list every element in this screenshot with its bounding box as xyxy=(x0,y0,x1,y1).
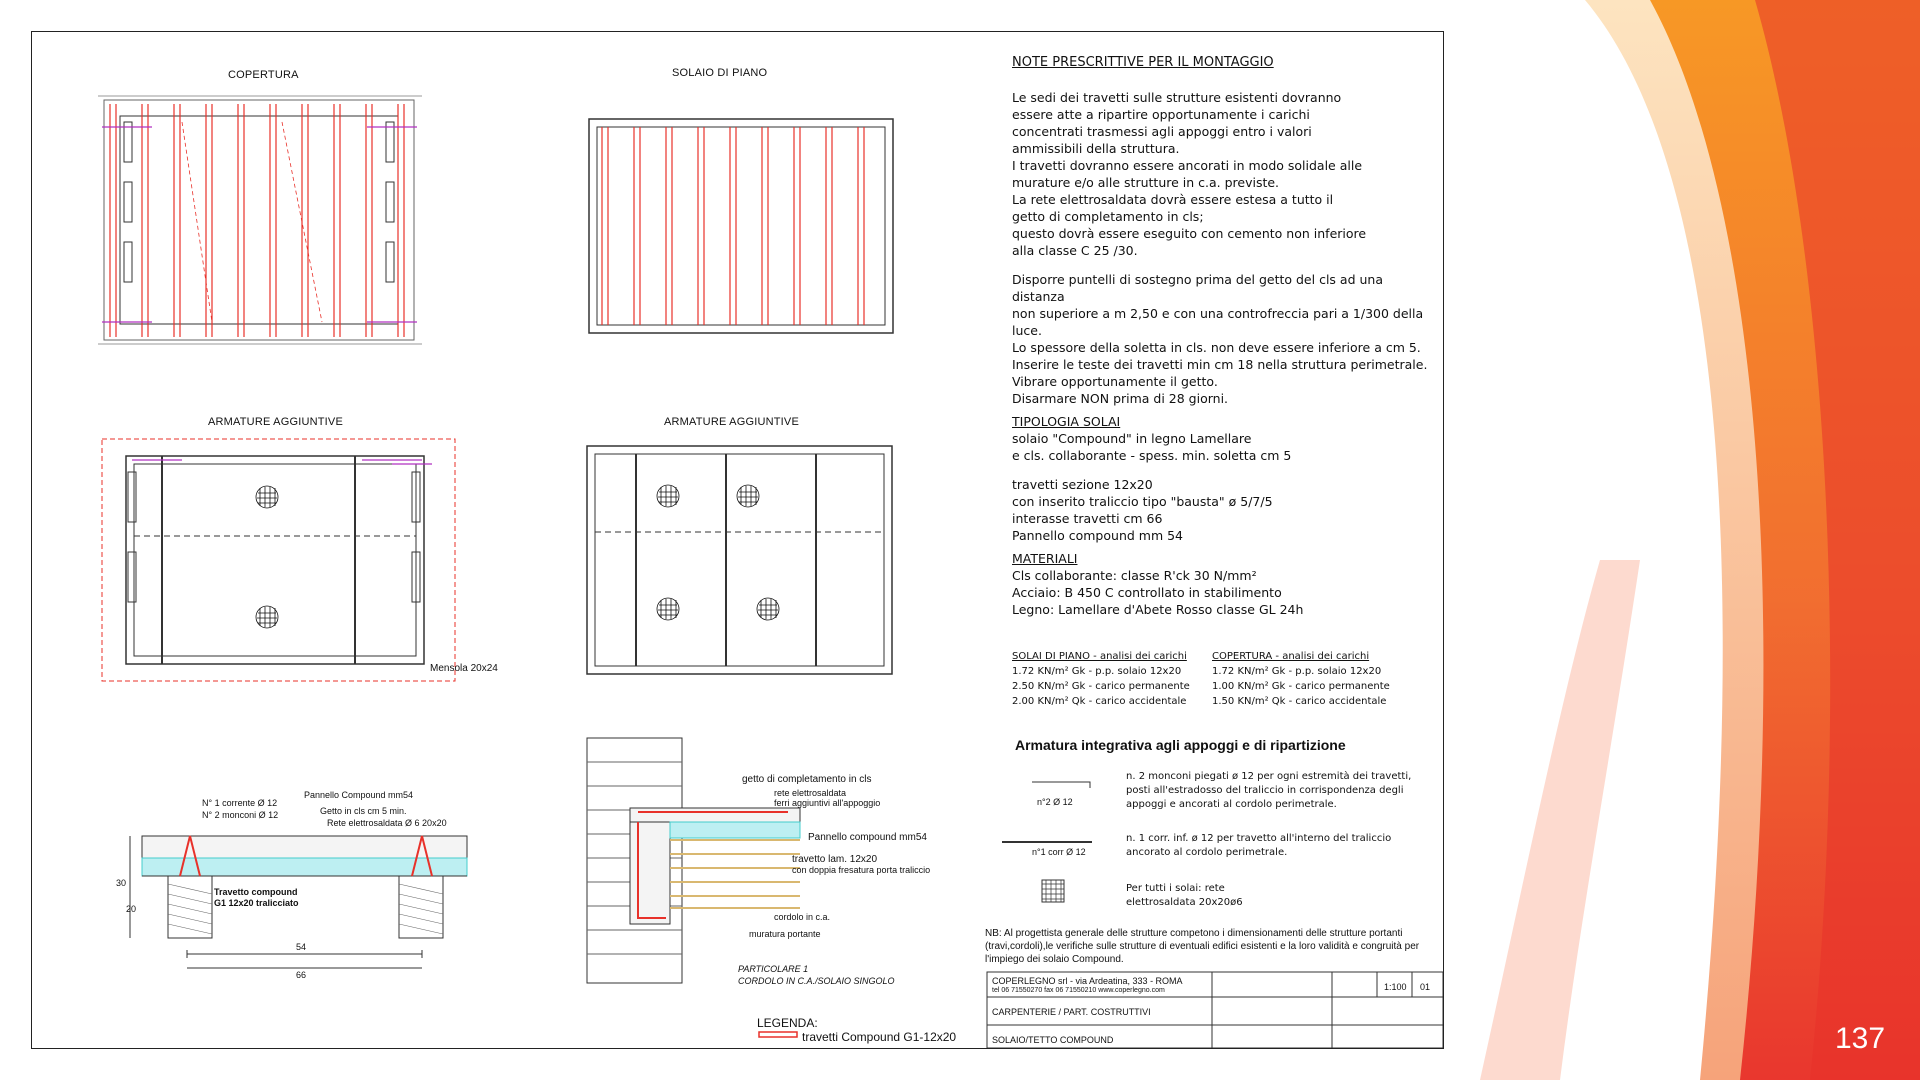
tb-company: COPERLEGNO srl - via Ardeatina, 333 - ROMA xyxy=(992,976,1183,986)
note-line: Acciaio: B 450 C controllato in stabilimento xyxy=(1012,585,1282,600)
load-row: 1.72 KN/m² Gk - p.p. solaio 12x20 xyxy=(1212,666,1382,677)
notes-block xyxy=(1012,54,1432,618)
note-line: non superiore a m 2,50 e con una controfreccia pari a 1/300 della xyxy=(1012,306,1424,321)
armature-left-plan xyxy=(102,439,455,681)
load-row: 2.50 KN/m² Gk - carico permanente xyxy=(1012,681,1190,692)
solaio-plan xyxy=(589,119,893,333)
note-line: Lo spessore della soletta in cls. non deve essere inferiore a cm 5. xyxy=(1012,340,1421,355)
detail-particolare: PARTICOLARE 1 xyxy=(738,964,809,974)
label-travetto2: G1 12x20 tralicciato xyxy=(214,898,299,908)
note-line: Disporre puntelli di sostegno prima del getto del cls ad una distanza xyxy=(1012,272,1383,304)
detail-ferri: ferri aggiuntivi all'appoggio xyxy=(774,798,881,808)
technical-drawing-sheet xyxy=(31,31,1444,1049)
slide-number: 137 xyxy=(1835,1022,1886,1055)
detail-pannello: Pannello compound mm54 xyxy=(808,832,927,843)
label-corrente: N° 1 corrente Ø 12 xyxy=(202,798,278,808)
detail-fresatura: con doppia fresatura porta traliccio xyxy=(792,865,931,875)
note-line: Cls collaborante: classe R'ck 30 N/mm² xyxy=(1012,568,1257,583)
note-line: con inserito traliccio tipo "bausta" ø 5/7/5 xyxy=(1012,494,1273,509)
legend-item: travetti Compound G1-12x20 xyxy=(802,1030,957,1044)
note-line: questo dovrà essere eseguito con cemento non inferiore xyxy=(1012,226,1367,241)
loads-copertura-title: COPERTURA - analisi dei carichi xyxy=(1212,651,1370,662)
integrativa-row3-text: Per tutti i solai: rete elettrosaldata 20x20ø6 xyxy=(1126,883,1243,908)
decor-pink-wave xyxy=(1480,560,1640,1080)
note-line: murature e/o alle strutture in c.a. previste. xyxy=(1012,175,1280,190)
note-line: travetti sezione 12x20 xyxy=(1012,477,1153,492)
tb-subject: SOLAIO/TETTO COMPOUND xyxy=(992,1035,1114,1045)
note-line: luce. xyxy=(1012,323,1042,338)
note-line: concentrati trasmessi agli appoggi entro i valori xyxy=(1012,124,1312,139)
note-line: Inserire le teste dei travetti min cm 18 nella struttura perimetrale. xyxy=(1012,357,1428,372)
label-getto: Getto in cls cm 5 min. xyxy=(320,806,407,816)
integrativa-row2-text: n. 1 corr. inf. ø 12 per travetto all'interno del traliccio ancorato al cordolo perimetrale. xyxy=(1126,833,1392,858)
loads-copertura xyxy=(1212,649,1390,709)
detail-rete: rete elettrosaldata xyxy=(774,788,847,798)
tipologia-heading: TIPOLOGIA SOLAI xyxy=(1012,414,1121,429)
note-line: getto di completamento in cls; xyxy=(1012,209,1204,224)
integrativa-row1-label: n°2 Ø 12 xyxy=(1037,797,1073,807)
note-line: I travetti dovranno essere ancorati in modo solidale alle xyxy=(1012,158,1363,173)
label-pannello: Pannello Compound mm54 xyxy=(304,790,414,800)
armature-right-plan xyxy=(587,446,892,674)
detail-particolare2: CORDOLO IN C.A./SOLAIO SINGOLO xyxy=(738,976,895,986)
title-solaio: SOLAIO DI PIANO xyxy=(672,67,768,79)
notes-para1 xyxy=(1012,89,1432,259)
copertura-plan xyxy=(98,96,422,344)
note-line: e cls. collaborante - spess. min. soletta cm 5 xyxy=(1012,448,1292,463)
note-line: ammissibili della struttura. xyxy=(1012,141,1180,156)
legend-swatch xyxy=(759,1032,797,1037)
tb-scale: 1:100 xyxy=(1384,982,1407,992)
loads-solai-title: SOLAI DI PIANO - analisi dei carichi xyxy=(1012,651,1187,662)
tb-contact: tel 06 71550270 fax 06 71550210 www.coperlegno.com xyxy=(992,987,1165,994)
load-row: 1.72 KN/m² Gk - p.p. solaio 12x20 xyxy=(1012,666,1182,677)
title-copertura: COPERTURA xyxy=(228,69,299,81)
mensola-label: Mensola 20x24 xyxy=(430,663,498,674)
label-travetto: Travetto compound xyxy=(214,887,298,897)
dim-20: 20 xyxy=(126,904,137,914)
note-line: Pannello compound mm 54 xyxy=(1012,528,1184,543)
note-line: La rete elettrosaldata dovrà essere estesa a tutto il xyxy=(1012,192,1334,207)
tb-project: CARPENTERIE / PART. COSTRUTTIVI xyxy=(992,1007,1151,1017)
load-row: 1.00 KN/m² Gk - carico permanente xyxy=(1212,681,1390,692)
detail-cordolo: cordolo in c.a. xyxy=(774,912,831,922)
detail-getto: getto di completamento in cls xyxy=(742,774,872,785)
note-line: interasse travetti cm 66 xyxy=(1012,511,1163,526)
integrativa-row2-label: n°1 corr Ø 12 xyxy=(1032,847,1086,857)
dim-54: 54 xyxy=(296,942,307,952)
note-line: Vibrare opportunamente il getto. xyxy=(1012,374,1218,389)
detail-muratura: muratura portante xyxy=(749,929,821,939)
loads-solai xyxy=(1012,649,1190,709)
note-line: alla classe C 25 /30. xyxy=(1012,243,1138,258)
notes-para2 xyxy=(1012,271,1432,407)
notes-heading: NOTE PRESCRITTIVE PER IL MONTAGGIO xyxy=(1012,55,1274,70)
title-armature-left: ARMATURE AGGIUNTIVE xyxy=(208,416,343,428)
dim-30: 30 xyxy=(116,878,127,888)
note-line: Le sedi dei travetti sulle strutture esistenti dovranno xyxy=(1012,90,1342,105)
tb-sheet: 01 xyxy=(1420,982,1431,992)
load-row: 2.00 KN/m² Qk - carico accidentale xyxy=(1012,696,1187,707)
materiali-heading: MATERIALI xyxy=(1012,551,1078,566)
label-monconi: N° 2 monconi Ø 12 xyxy=(202,810,279,820)
title-armature-right: ARMATURE AGGIUNTIVE xyxy=(664,416,799,428)
legend-title: LEGENDA: xyxy=(757,1016,818,1030)
nb-note: NB: Al progettista generale delle strutture competono i dimensionamenti delle strutture portanti (travi,cordoli),le verifiche sulle strutture di eventuali edifici esistenti e la loro validità e congruità per l'impiego dei solaio Compound. xyxy=(985,928,1420,965)
integrativa-title: Armatura integrativa agli appoggi e di ripartizione xyxy=(1015,737,1346,753)
dim-66: 66 xyxy=(296,970,307,980)
load-row: 1.50 KN/m² Qk - carico accidentale xyxy=(1212,696,1387,707)
note-line: solaio "Compound" in legno Lamellare xyxy=(1012,431,1252,446)
note-line: Disarmare NON prima di 28 giorni. xyxy=(1012,391,1229,406)
label-rete: Rete elettrosaldata Ø 6 20x20 xyxy=(327,818,447,828)
integrativa-row1-text: n. 2 monconi piegati ø 12 per ogni estremità dei travetti, posti all'estradosso del traliccio in corrispondenza degli appoggi e ancorati al cordolo perimetrale. xyxy=(1126,771,1412,810)
note-line: essere atte a ripartire opportunamente i carichi xyxy=(1012,107,1310,122)
note-line: Legno: Lamellare d'Abete Rosso classe GL 24h xyxy=(1012,602,1304,617)
detail-travetto: travetto lam. 12x20 xyxy=(792,854,878,865)
